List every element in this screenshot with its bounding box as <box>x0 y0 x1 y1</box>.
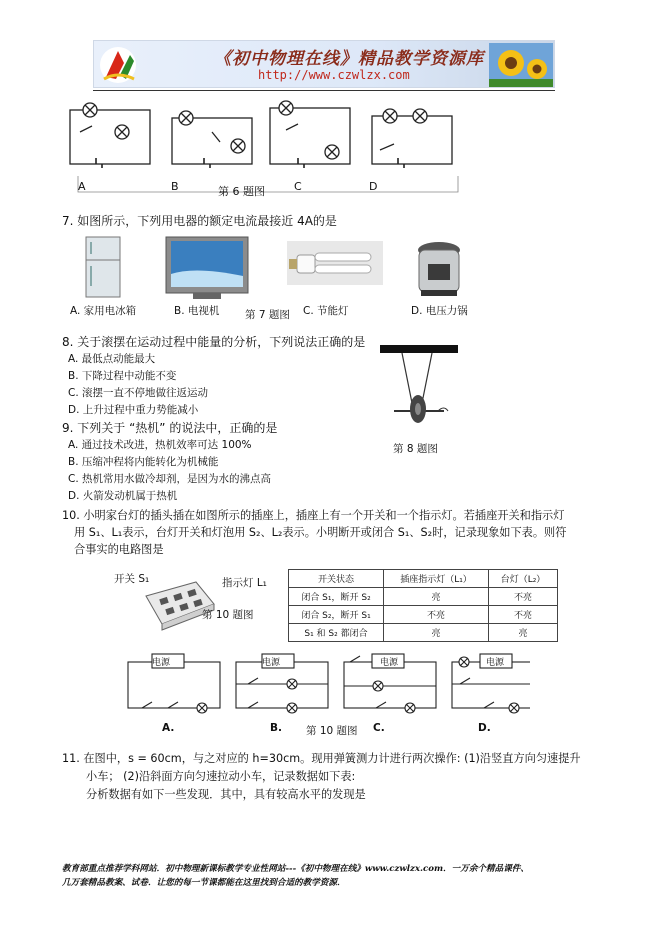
power-label-b: 电源 <box>262 658 281 668</box>
footer-line1: 教育部重点推荐学科网站．初中物理新课标教学专业性网站---《初中物理在线》www.czwlzx.com．一万余个精品课件、 <box>62 864 529 874</box>
maxwell-pendulum-image <box>380 345 458 429</box>
table-row <box>289 624 558 642</box>
power-strip-image <box>140 578 218 632</box>
q10-indicator-label: 指示灯 L₁ <box>222 577 267 589</box>
q7-option-c[interactable]: C. 节能灯 <box>303 305 349 317</box>
q11-line1: 11. 在图中，s = 60cm，与之对应的 h=30cm。现用弹簧测力计进行两次操作: (1)沿竖直方向匀速提升 <box>62 752 581 765</box>
table-cell: 亮 <box>384 588 489 606</box>
table-header-row <box>289 570 558 588</box>
site-title: 《初中物理在线》精品教学资源库 <box>214 49 484 69</box>
table-cell: 不亮 <box>489 588 558 606</box>
q6-option-b[interactable]: B <box>171 180 179 193</box>
power-label-a: 电源 <box>152 658 171 668</box>
header-banner <box>93 40 555 88</box>
table-cell: 亮 <box>384 624 489 642</box>
header-rule <box>93 90 555 91</box>
q10-switch-label: 开关 S₁ <box>114 573 150 585</box>
q7-stem: 7. 如图所示，下列用电器的额定电流最接近 4A的是 <box>62 214 337 228</box>
q8-stem: 8. 关于滚摆在运动过程中能量的分析，下列说法正确的是 <box>62 335 366 349</box>
q8-caption: 第 8 题图 <box>393 443 438 455</box>
table-cell: 闭合 S₁，断开 S₂ <box>289 588 384 606</box>
q10-option-d[interactable]: D. <box>478 722 491 734</box>
sunflower-image <box>489 43 553 87</box>
q10-caption-bottom: 第 10 题图 <box>306 725 358 737</box>
q7-option-a[interactable]: A. 家用电冰箱 <box>70 305 137 317</box>
q10-option-b[interactable]: B. <box>270 722 282 734</box>
q9-stem: 9. 下列关于 “热机” 的说法中，正确的是 <box>62 421 278 435</box>
television-image <box>165 236 249 300</box>
energy-saving-lamp-image <box>287 241 383 285</box>
q8-option-c[interactable]: C. 滚摆一直不停地做往返运动 <box>68 387 209 399</box>
refrigerator-image <box>85 236 121 298</box>
table-cell: 不亮 <box>489 606 558 624</box>
site-url[interactable]: http://www.czwlzx.com <box>258 68 410 82</box>
q6-caption: 第 6 题图 <box>218 185 265 198</box>
q9-option-b[interactable]: B. 压缩冲程将内能转化为机械能 <box>68 456 219 468</box>
q10-option-a[interactable]: A. <box>162 722 175 734</box>
q8-option-d[interactable]: D. 上升过程中重力势能减小 <box>68 404 199 416</box>
q11-line2: 小车； (2)沿斜面方向匀速拉动小车，记录数据如下表: <box>86 770 356 783</box>
table-cell: 不亮 <box>384 606 489 624</box>
q7-caption: 第 7 题图 <box>245 309 290 321</box>
q9-option-d[interactable]: D. 火箭发动机属于热机 <box>68 490 178 502</box>
q10-stem-line3: 合事实的电路图是 <box>74 543 164 556</box>
q6-option-a[interactable]: A <box>78 180 86 193</box>
q10-caption-top: 第 10 题图 <box>202 609 254 621</box>
table-row <box>289 588 558 606</box>
q6-option-c[interactable]: C <box>294 180 302 193</box>
power-label-d: 电源 <box>486 658 505 668</box>
q8-option-a[interactable]: A. 最低点动能最大 <box>68 353 156 365</box>
q7-option-b[interactable]: B. 电视机 <box>174 305 220 317</box>
table-header-cell: 开关状态 <box>289 570 384 588</box>
footer-line2: 几万套精品教案、试卷．让您的每一节课都能在这里找到合适的教学资源． <box>62 878 346 888</box>
site-logo-icon <box>98 45 138 85</box>
q8-option-b[interactable]: B. 下降过程中动能不变 <box>68 370 177 382</box>
q9-option-c[interactable]: C. 热机常用水做冷却剂，是因为水的沸点高 <box>68 473 272 485</box>
table-header-cell: 插座指示灯（L₁） <box>384 570 489 588</box>
q7-option-d[interactable]: D. 电压力锅 <box>411 305 468 317</box>
table-row <box>289 606 558 624</box>
q6-option-d[interactable]: D <box>369 180 378 193</box>
q10-stem-line2: 用 S₁、L₁表示，台灯开关和灯泡用 S₂、L₂表示。小明断开或闭合 S₁、S₂时，记录现象如下表。则符 <box>74 526 567 539</box>
q9-option-a[interactable]: A. 通过技术改进，热机效率可达 100% <box>68 439 252 451</box>
table-header-cell: 台灯（L₂） <box>489 570 558 588</box>
q10-table <box>288 569 558 642</box>
table-cell: 闭合 S₂，断开 S₁ <box>289 606 384 624</box>
q10-option-c[interactable]: C. <box>373 722 385 734</box>
power-label-c: 电源 <box>380 658 399 668</box>
q10-stem-line1: 10. 小明家台灯的插头插在如图所示的插座上，插座上有一个开关和一个指示灯。若插座开关和指示灯 <box>62 509 565 522</box>
q6-figure <box>60 96 470 198</box>
q10-circuits <box>120 648 530 720</box>
pressure-cooker-image <box>414 240 464 298</box>
table-cell: S₁ 和 S₂ 都闭合 <box>289 624 384 642</box>
table-cell: 亮 <box>489 624 558 642</box>
q11-line3: 分析数据有如下一些发现．其中，具有较高水平的发现是 <box>86 788 366 801</box>
